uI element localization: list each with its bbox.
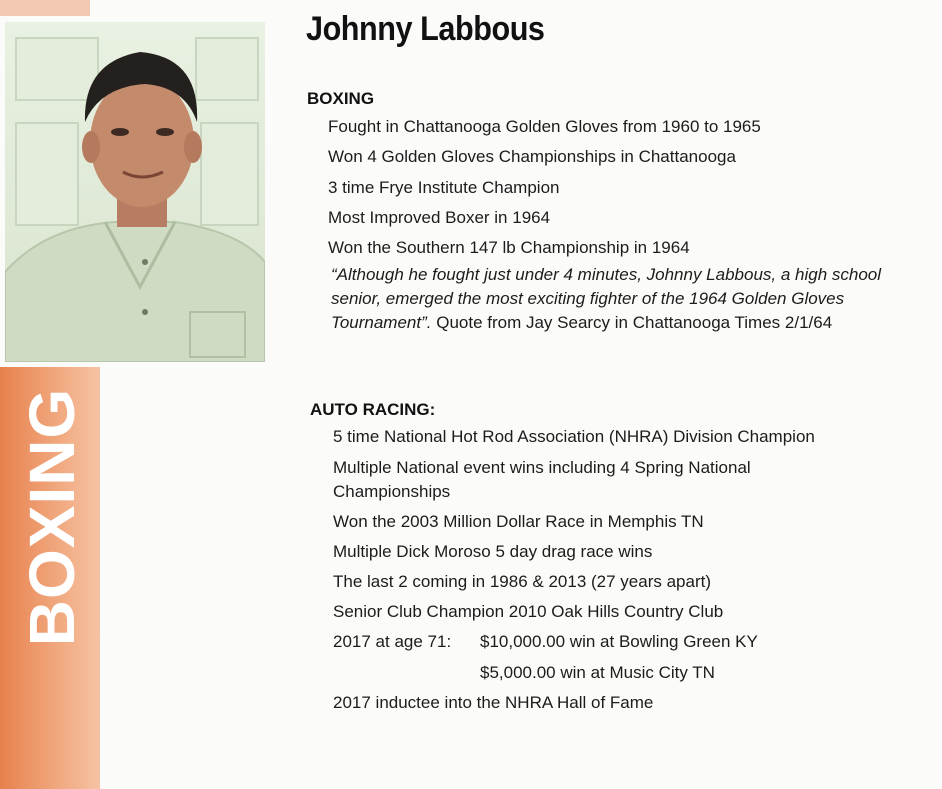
racing-item: $10,000.00 win at Bowling Green KY — [480, 632, 758, 651]
boxing-item: Won the Southern 147 lb Championship in 1964 — [328, 238, 690, 257]
racing-item: $5,000.00 win at Music City TN — [480, 663, 715, 682]
quote-text: “Although he fought just under 4 minutes, Johnny Labbous, a high school senior, emerged the most exciting fighter of the 1964 Golden Gloves Tournament”. — [331, 265, 882, 332]
auto-racing-heading: AUTO RACING: — [310, 400, 436, 419]
racing-item-label: 2017 at age 71: — [333, 632, 452, 651]
quote-source: Quote from Jay Searcy in Chattanooga Times 2/1/64 — [436, 313, 833, 332]
portrait-figure — [5, 22, 265, 362]
boxing-item: Fought in Chattanooga Golden Gloves from 1960 to 1965 — [328, 117, 761, 136]
portrait-photo — [5, 22, 265, 362]
boxing-heading: BOXING — [307, 89, 375, 108]
racing-item: Championships — [333, 482, 451, 501]
inductee-name: Johnny Labbous — [306, 10, 545, 48]
side-label: BOXING — [16, 387, 88, 647]
boxing-item: Won 4 Golden Gloves Championships in Chattanooga — [328, 147, 736, 166]
boxing-item: Most Improved Boxer in 1964 — [328, 208, 551, 227]
racing-item: Senior Club Champion 2010 Oak Hills Country Club — [333, 602, 724, 621]
racing-item: 5 time National Hot Rod Association (NHRA) Division Champion — [333, 427, 815, 446]
top-accent-strip — [0, 0, 90, 16]
racing-item: 2017 inductee into the NHRA Hall of Fame — [333, 693, 654, 712]
racing-item: The last 2 coming in 1986 & 2013 (27 years apart) — [333, 572, 711, 591]
press-quote — [331, 263, 921, 335]
racing-item: Multiple National event wins including 4 Spring National — [333, 458, 751, 477]
boxing-item: 3 time Frye Institute Champion — [328, 178, 560, 197]
racing-item: Won the 2003 Million Dollar Race in Memphis TN — [333, 512, 704, 531]
racing-item: Multiple Dick Moroso 5 day drag race wins — [333, 542, 653, 561]
